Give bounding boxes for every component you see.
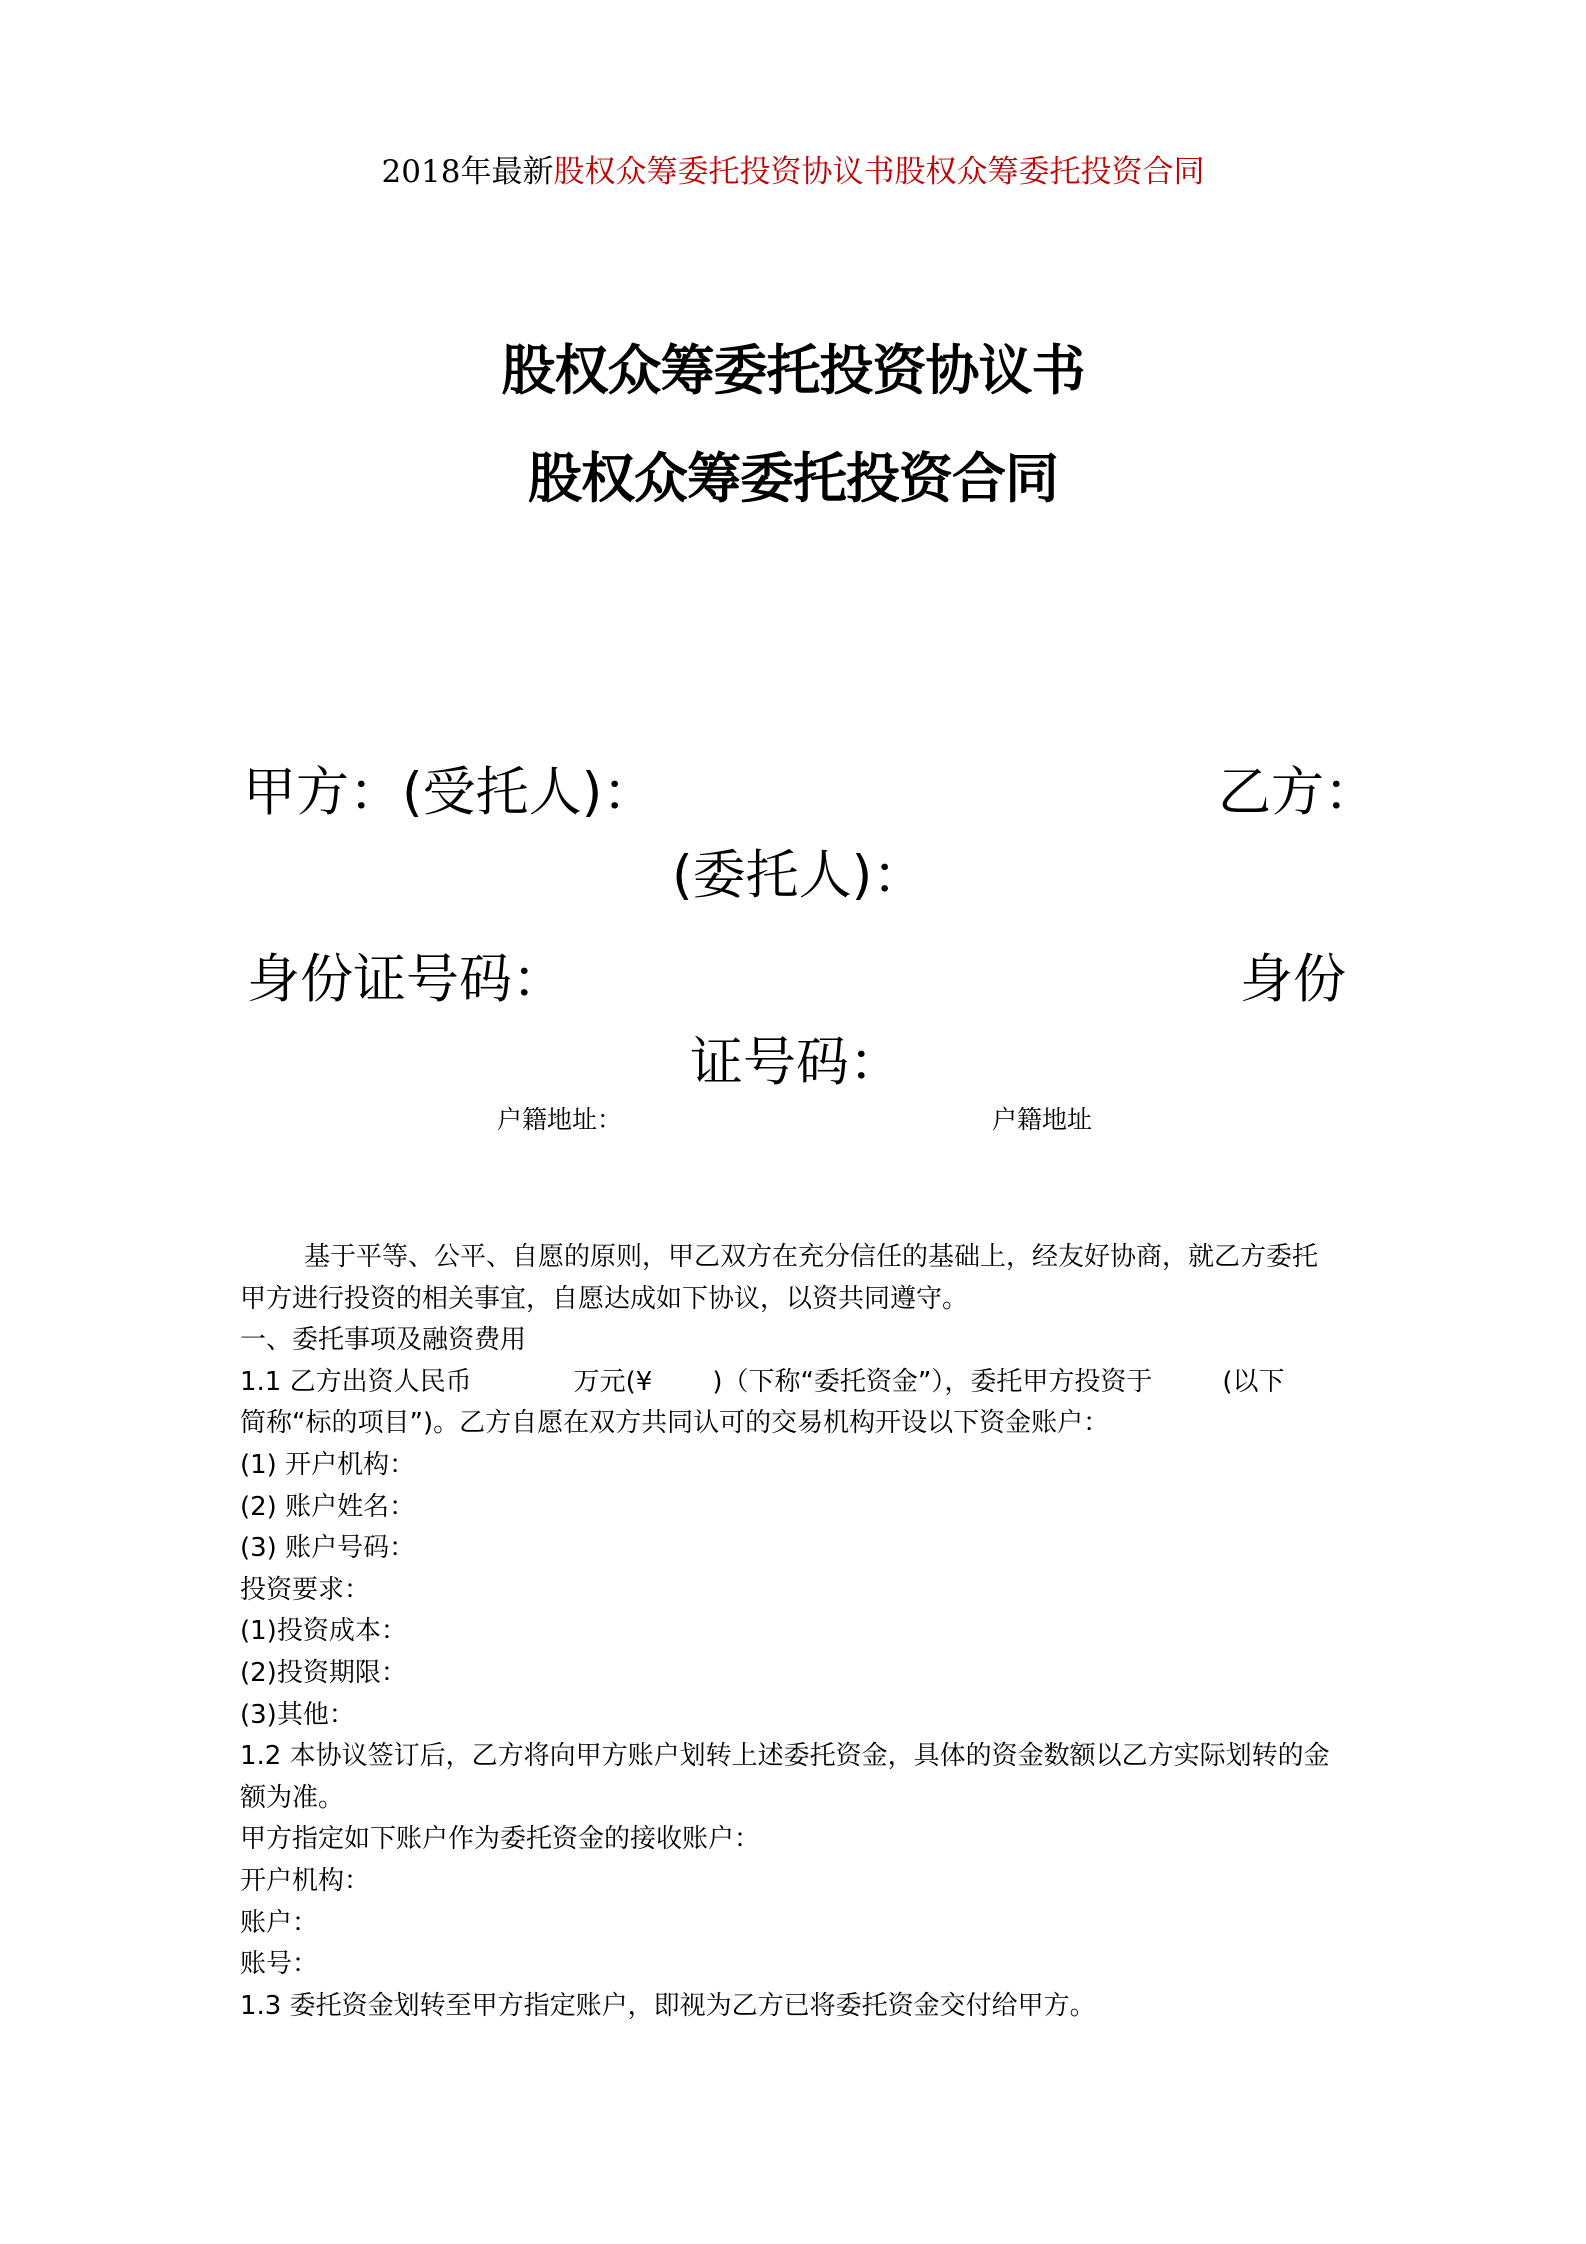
section1-heading: 一、委托事项及融资费用: [240, 1325, 527, 1356]
header-prefix: 2018年最新: [381, 154, 554, 190]
clause-1-3: 1.3 委托资金划转至甲方指定账户，即视为乙方已将委托资金交付给甲方。: [240, 1990, 1096, 2021]
id-label-b-part2: 证号码：: [690, 1032, 902, 1093]
bank-label: 开户机构：: [240, 1865, 371, 1896]
clause-1-1-a: 1.1 乙方出资人民币: [240, 1366, 472, 1397]
account-item2: (2) 账户姓名：: [240, 1491, 416, 1522]
requirement2: (2)投资期限：: [240, 1657, 407, 1688]
clause-1-1-line1: [240, 1362, 1360, 1404]
clause-1-1-line2: 简称“标的项目”)。乙方自愿在双方共同认可的交易机构开设以下资金账户：: [240, 1408, 1110, 1439]
clause-1-1-b: 万元(¥: [573, 1366, 653, 1397]
id-label-b-part1: 身份: [1240, 949, 1346, 1010]
main-title-line1: 股权众筹委托投资协议书: [501, 339, 1085, 402]
account-item3: (3) 账户号码：: [240, 1533, 416, 1564]
account-item1: (1) 开户机构：: [240, 1449, 416, 1480]
clause-1-1-d: (以下: [1222, 1366, 1285, 1397]
requirement1: (1)投资成本：: [240, 1616, 407, 1647]
clause-1-2-line2: 额为准。: [240, 1782, 345, 1813]
requirement3: (3)其他：: [240, 1699, 355, 1730]
invest-requirements: 投资要求：: [240, 1574, 371, 1605]
intro-line2: 甲方进行投资的相关事宜，自愿达成如下协议，以资共同遵守。: [240, 1283, 969, 1314]
document-header: [0, 146, 1586, 191]
header-red-title: 股权众筹委托投资协议书股权众筹委托投资合同: [553, 154, 1205, 190]
party-b-role: (委托人)：: [672, 845, 926, 906]
address-b: 户籍地址: [992, 1105, 1093, 1134]
intro-line1: 基于平等、公平、自愿的原则，甲乙双方在充分信任的基础上，经友好协商，就乙方委托: [304, 1242, 1319, 1272]
account-no-label: 账号：: [240, 1949, 319, 1980]
account-label: 账户：: [240, 1907, 319, 1938]
address-a: 户籍地址：: [497, 1105, 623, 1134]
party-b-label: 乙方：: [1218, 762, 1377, 823]
receive-account: 甲方指定如下账户作为委托资金的接收账户：: [240, 1824, 761, 1855]
contract-body: [240, 1237, 1360, 2027]
clause-1-1-c: )（下称“委托资金”），委托甲方投资于: [712, 1366, 1153, 1397]
clause-1-2-line1: 1.2 本协议签订后，乙方将向甲方账户划转上述委托资金，具体的资金数额以乙方实际划转的金: [240, 1741, 1330, 1772]
party-a-label: 甲方：(受托人)：: [243, 762, 656, 823]
id-label-a: 身份证号码：: [247, 949, 565, 1010]
main-title-line2: 股权众筹委托投资合同: [528, 447, 1058, 510]
